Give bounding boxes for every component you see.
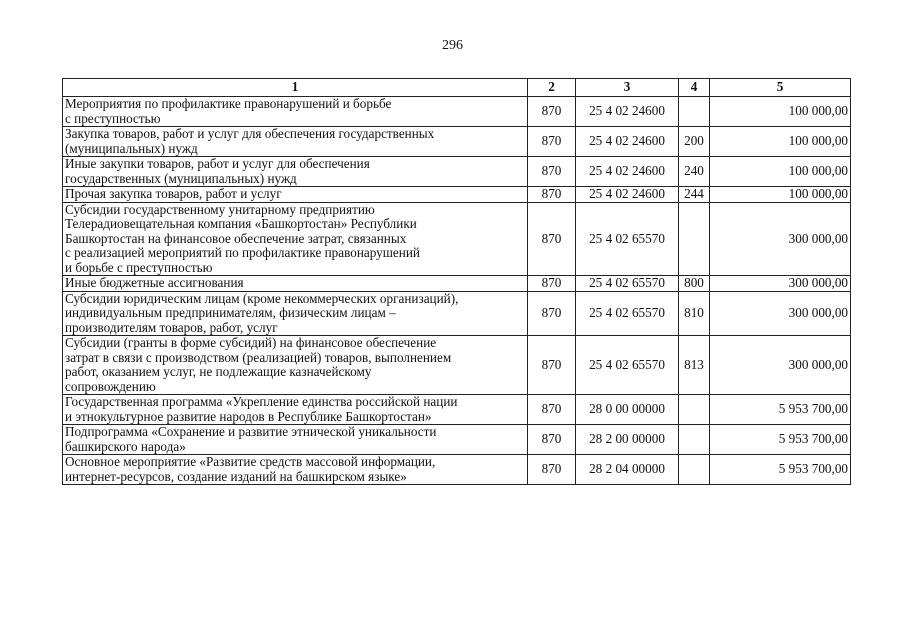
header-col-4: 4 bbox=[679, 79, 710, 97]
row-code-cell: 870 bbox=[528, 97, 576, 127]
table-header-row bbox=[63, 79, 851, 97]
row-name-cell: Государственная программа «Укрепление единства российской нации и этнокультурное развитие народов в Республике Башкортостан» bbox=[63, 395, 528, 425]
row-amount-cell: 5 953 700,00 bbox=[710, 425, 851, 455]
row-name-cell: Иные бюджетные ассигнования bbox=[63, 276, 528, 292]
header-col-3: 3 bbox=[576, 79, 679, 97]
row-code-cell: 870 bbox=[528, 202, 576, 276]
table-row bbox=[63, 336, 851, 395]
budget-table bbox=[62, 78, 851, 485]
table-row bbox=[63, 455, 851, 485]
table-row bbox=[63, 157, 851, 187]
row-target-article-cell: 28 2 04 00000 bbox=[576, 455, 679, 485]
row-amount-cell: 300 000,00 bbox=[710, 336, 851, 395]
row-expense-type-cell: 810 bbox=[679, 291, 710, 336]
row-amount-cell: 100 000,00 bbox=[710, 127, 851, 157]
row-amount-cell: 5 953 700,00 bbox=[710, 455, 851, 485]
row-code-cell: 870 bbox=[528, 187, 576, 203]
row-amount-cell: 100 000,00 bbox=[710, 157, 851, 187]
row-name-cell: Основное мероприятие «Развитие средств массовой информации, интернет-ресурсов, создание изданий на башкирском языке» bbox=[63, 455, 528, 485]
row-expense-type-cell bbox=[679, 202, 710, 276]
table-row bbox=[63, 395, 851, 425]
row-code-cell: 870 bbox=[528, 425, 576, 455]
row-target-article-cell: 25 4 02 24600 bbox=[576, 97, 679, 127]
row-amount-cell: 300 000,00 bbox=[710, 291, 851, 336]
table-row bbox=[63, 291, 851, 336]
row-code-cell: 870 bbox=[528, 127, 576, 157]
row-expense-type-cell: 800 bbox=[679, 276, 710, 292]
table-row bbox=[63, 425, 851, 455]
row-amount-cell: 300 000,00 bbox=[710, 202, 851, 276]
header-col-2: 2 bbox=[528, 79, 576, 97]
row-code-cell: 870 bbox=[528, 291, 576, 336]
row-name-cell: Субсидии (гранты в форме субсидий) на финансовое обеспечение затрат в связи с производством (реализацией) товаров, выполнением работ, оказанием услуг, не подлежащие казначейскому сопровождению bbox=[63, 336, 528, 395]
row-target-article-cell: 25 4 02 24600 bbox=[576, 157, 679, 187]
table-body bbox=[63, 97, 851, 485]
row-expense-type-cell: 200 bbox=[679, 127, 710, 157]
row-code-cell: 870 bbox=[528, 157, 576, 187]
row-code-cell: 870 bbox=[528, 276, 576, 292]
table-row bbox=[63, 127, 851, 157]
row-code-cell: 870 bbox=[528, 336, 576, 395]
row-expense-type-cell bbox=[679, 455, 710, 485]
row-amount-cell: 100 000,00 bbox=[710, 187, 851, 203]
row-target-article-cell: 25 4 02 24600 bbox=[576, 187, 679, 203]
row-target-article-cell: 25 4 02 65570 bbox=[576, 276, 679, 292]
row-expense-type-cell: 240 bbox=[679, 157, 710, 187]
table-row bbox=[63, 187, 851, 203]
table-row bbox=[63, 202, 851, 276]
row-target-article-cell: 28 0 00 00000 bbox=[576, 395, 679, 425]
row-amount-cell: 100 000,00 bbox=[710, 97, 851, 127]
row-target-article-cell: 25 4 02 65570 bbox=[576, 336, 679, 395]
row-name-cell: Подпрограмма «Сохранение и развитие этнической уникальности башкирского народа» bbox=[63, 425, 528, 455]
row-expense-type-cell: 813 bbox=[679, 336, 710, 395]
row-code-cell: 870 bbox=[528, 455, 576, 485]
row-name-cell: Субсидии юридическим лицам (кроме некоммерческих организаций), индивидуальным предпринимателям, физическим лицам – производителям товаров, работ, услуг bbox=[63, 291, 528, 336]
row-target-article-cell: 25 4 02 65570 bbox=[576, 291, 679, 336]
row-code-cell: 870 bbox=[528, 395, 576, 425]
row-name-cell: Прочая закупка товаров, работ и услуг bbox=[63, 187, 528, 203]
page-number: 296 bbox=[442, 38, 463, 53]
header-col-1: 1 bbox=[63, 79, 528, 97]
header-col-5: 5 bbox=[710, 79, 851, 97]
row-target-article-cell: 25 4 02 24600 bbox=[576, 127, 679, 157]
row-expense-type-cell bbox=[679, 395, 710, 425]
row-amount-cell: 5 953 700,00 bbox=[710, 395, 851, 425]
row-target-article-cell: 25 4 02 65570 bbox=[576, 202, 679, 276]
row-name-cell: Закупка товаров, работ и услуг для обеспечения государственных (муниципальных) нужд bbox=[63, 127, 528, 157]
table-row bbox=[63, 276, 851, 292]
row-expense-type-cell bbox=[679, 425, 710, 455]
row-name-cell: Иные закупки товаров, работ и услуг для обеспечения государственных (муниципальных) нужд bbox=[63, 157, 528, 187]
row-name-cell: Субсидии государственному унитарному предприятию Телерадиовещательная компания «Башкортостан» Республики Башкортостан на финансовое обеспечение затрат, связанных с реализацией мероприятий по профилактике правонарушений и борьбе с преступностью bbox=[63, 202, 528, 276]
row-amount-cell: 300 000,00 bbox=[710, 276, 851, 292]
row-expense-type-cell bbox=[679, 97, 710, 127]
row-target-article-cell: 28 2 00 00000 bbox=[576, 425, 679, 455]
row-name-cell: Мероприятия по профилактике правонарушений и борьбе с преступностью bbox=[63, 97, 528, 127]
row-expense-type-cell: 244 bbox=[679, 187, 710, 203]
table-row bbox=[63, 97, 851, 127]
